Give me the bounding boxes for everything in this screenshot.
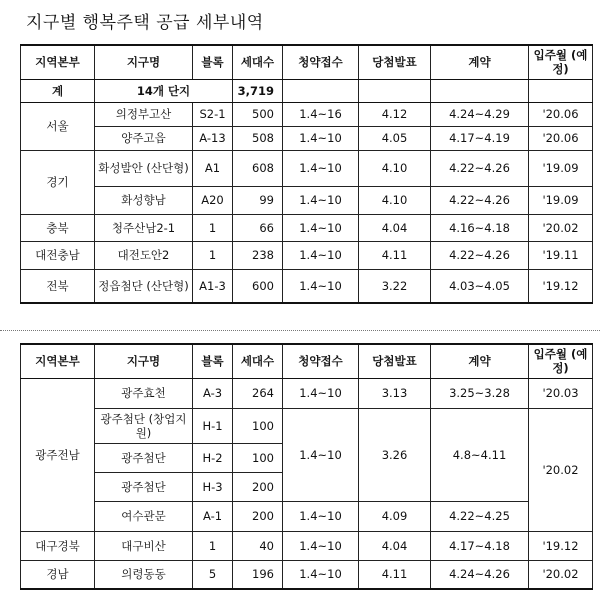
move-in-cell: '19.12 [529, 269, 593, 303]
apply-cell: 1.4~10 [283, 269, 359, 303]
header-units: 세대수 [233, 344, 283, 378]
district-cell: 의정부고산 [95, 102, 193, 126]
contract-cell: 4.22~4.26 [431, 241, 529, 269]
district-cell: 의령동동 [95, 560, 193, 589]
announce-cell: 4.04 [359, 214, 431, 241]
contract-cell: 4.8~4.11 [431, 408, 529, 501]
district-cell: 화성발안 (산단형) [95, 150, 193, 186]
contract-cell: 4.03~4.05 [431, 269, 529, 303]
region-cell: 경기 [21, 150, 95, 214]
block-cell: 1 [193, 241, 233, 269]
total-row [21, 79, 593, 102]
units-cell: 238 [233, 241, 283, 269]
move-in-cell: '20.03 [529, 378, 593, 408]
header-row [21, 45, 593, 79]
region-cell: 대전충남 [21, 241, 95, 269]
district-cell: 대전도안2 [95, 241, 193, 269]
contract-cell: 4.22~4.25 [431, 501, 529, 531]
header-apply: 청약접수 [283, 344, 359, 378]
total-units: 3,719 [233, 79, 283, 102]
apply-cell: 1.4~10 [283, 531, 359, 560]
table-row [21, 269, 593, 303]
header-row [21, 344, 593, 378]
move-in-cell: '19.11 [529, 241, 593, 269]
region-cell: 대구경북 [21, 531, 95, 560]
units-cell: 99 [233, 186, 283, 214]
header-apply: 청약접수 [283, 45, 359, 79]
move-in-cell: '20.02 [529, 214, 593, 241]
move-in-cell: '20.02 [529, 408, 593, 531]
block-cell: H-2 [193, 443, 233, 472]
units-cell: 200 [233, 501, 283, 531]
announce-cell: 3.22 [359, 269, 431, 303]
block-cell: A1-3 [193, 269, 233, 303]
contract-cell: 4.22~4.26 [431, 186, 529, 214]
header-region: 지역본부 [21, 344, 95, 378]
district-cell: 광주효천 [95, 378, 193, 408]
region-cell: 충북 [21, 214, 95, 241]
units-cell: 40 [233, 531, 283, 560]
header-move-in: 입주월 (예정) [529, 45, 593, 79]
block-cell: A20 [193, 186, 233, 214]
contract-cell: 4.16~4.18 [431, 214, 529, 241]
announce-cell: 4.10 [359, 150, 431, 186]
supply-table-1 [20, 44, 593, 304]
header-block: 블록 [193, 45, 233, 79]
announce-cell: 4.11 [359, 241, 431, 269]
document-title: 지구별 행복주택 공급 세부내역 [26, 13, 264, 33]
region-cell: 서울 [21, 102, 95, 150]
contract-cell: 4.24~4.26 [431, 560, 529, 589]
apply-cell: 1.4~10 [283, 150, 359, 186]
move-in-cell: '20.06 [529, 126, 593, 150]
apply-cell: 1.4~10 [283, 241, 359, 269]
apply-cell: 1.4~10 [283, 501, 359, 531]
announce-cell: 4.11 [359, 560, 431, 589]
table-row [21, 241, 593, 269]
announce-cell: 4.04 [359, 531, 431, 560]
total-label: 계 [21, 79, 95, 102]
table-row [21, 408, 593, 443]
contract-cell: 4.24~4.29 [431, 102, 529, 126]
header-move-in: 입주월 (예정) [529, 344, 593, 378]
district-cell: 광주첨단 (창업지원) [95, 408, 193, 443]
move-in-cell: '20.06 [529, 102, 593, 126]
block-cell: A-3 [193, 378, 233, 408]
announce-cell: 3.26 [359, 408, 431, 501]
apply-cell: 1.4~10 [283, 126, 359, 150]
units-cell: 200 [233, 472, 283, 501]
district-cell: 광주첨단 [95, 443, 193, 472]
apply-cell: 1.4~10 [283, 408, 359, 501]
contract-cell: 4.22~4.26 [431, 150, 529, 186]
announce-cell: 4.05 [359, 126, 431, 150]
announce-cell: 4.12 [359, 102, 431, 126]
section-divider [0, 330, 600, 331]
header-district: 지구명 [95, 344, 193, 378]
district-cell: 청주산남2-1 [95, 214, 193, 241]
region-cell: 전북 [21, 269, 95, 303]
announce-cell: 4.09 [359, 501, 431, 531]
district-cell: 광주첨단 [95, 472, 193, 501]
units-cell: 608 [233, 150, 283, 186]
move-in-cell: '19.12 [529, 531, 593, 560]
contract-cell: 3.25~3.28 [431, 378, 529, 408]
apply-cell: 1.4~10 [283, 186, 359, 214]
units-cell: 508 [233, 126, 283, 150]
block-cell: H-3 [193, 472, 233, 501]
district-cell: 화성향남 [95, 186, 193, 214]
units-cell: 100 [233, 443, 283, 472]
district-cell: 대구비산 [95, 531, 193, 560]
move-in-cell: '19.09 [529, 150, 593, 186]
table-row [21, 560, 593, 589]
block-cell: 5 [193, 560, 233, 589]
apply-cell: 1.4~10 [283, 214, 359, 241]
block-cell: A-13 [193, 126, 233, 150]
header-district: 지구명 [95, 45, 193, 79]
header-announce: 당첨발표 [359, 45, 431, 79]
units-cell: 500 [233, 102, 283, 126]
apply-cell: 1.4~16 [283, 102, 359, 126]
table-row [21, 378, 593, 408]
units-cell: 600 [233, 269, 283, 303]
units-cell: 196 [233, 560, 283, 589]
header-block: 블록 [193, 344, 233, 378]
block-cell: A-1 [193, 501, 233, 531]
announce-cell: 4.10 [359, 186, 431, 214]
district-cell: 정읍첨단 (산단형) [95, 269, 193, 303]
header-announce: 당첨발표 [359, 344, 431, 378]
district-cell: 여수관문 [95, 501, 193, 531]
table-row [21, 102, 593, 126]
supply-table-2 [20, 343, 593, 590]
announce-cell: 3.13 [359, 378, 431, 408]
units-cell: 264 [233, 378, 283, 408]
contract-cell: 4.17~4.19 [431, 126, 529, 150]
block-cell: A1 [193, 150, 233, 186]
table-row [21, 214, 593, 241]
units-cell: 100 [233, 408, 283, 443]
move-in-cell: '20.02 [529, 560, 593, 589]
district-cell: 양주고읍 [95, 126, 193, 150]
header-units: 세대수 [233, 45, 283, 79]
block-cell: 1 [193, 531, 233, 560]
header-contract: 계약 [431, 344, 529, 378]
block-cell: 1 [193, 214, 233, 241]
move-in-cell: '19.09 [529, 186, 593, 214]
block-cell: S2-1 [193, 102, 233, 126]
region-cell: 광주전남 [21, 378, 95, 531]
units-cell: 66 [233, 214, 283, 241]
contract-cell: 4.17~4.18 [431, 531, 529, 560]
table-row [21, 150, 593, 186]
header-region: 지역본부 [21, 45, 95, 79]
apply-cell: 1.4~10 [283, 560, 359, 589]
header-contract: 계약 [431, 45, 529, 79]
table-row [21, 186, 593, 214]
total-district-count: 14개 단지 [95, 79, 233, 102]
table-row [21, 501, 593, 531]
block-cell: H-1 [193, 408, 233, 443]
region-cell: 경남 [21, 560, 95, 589]
table-row [21, 531, 593, 560]
apply-cell: 1.4~10 [283, 378, 359, 408]
table-row [21, 126, 593, 150]
